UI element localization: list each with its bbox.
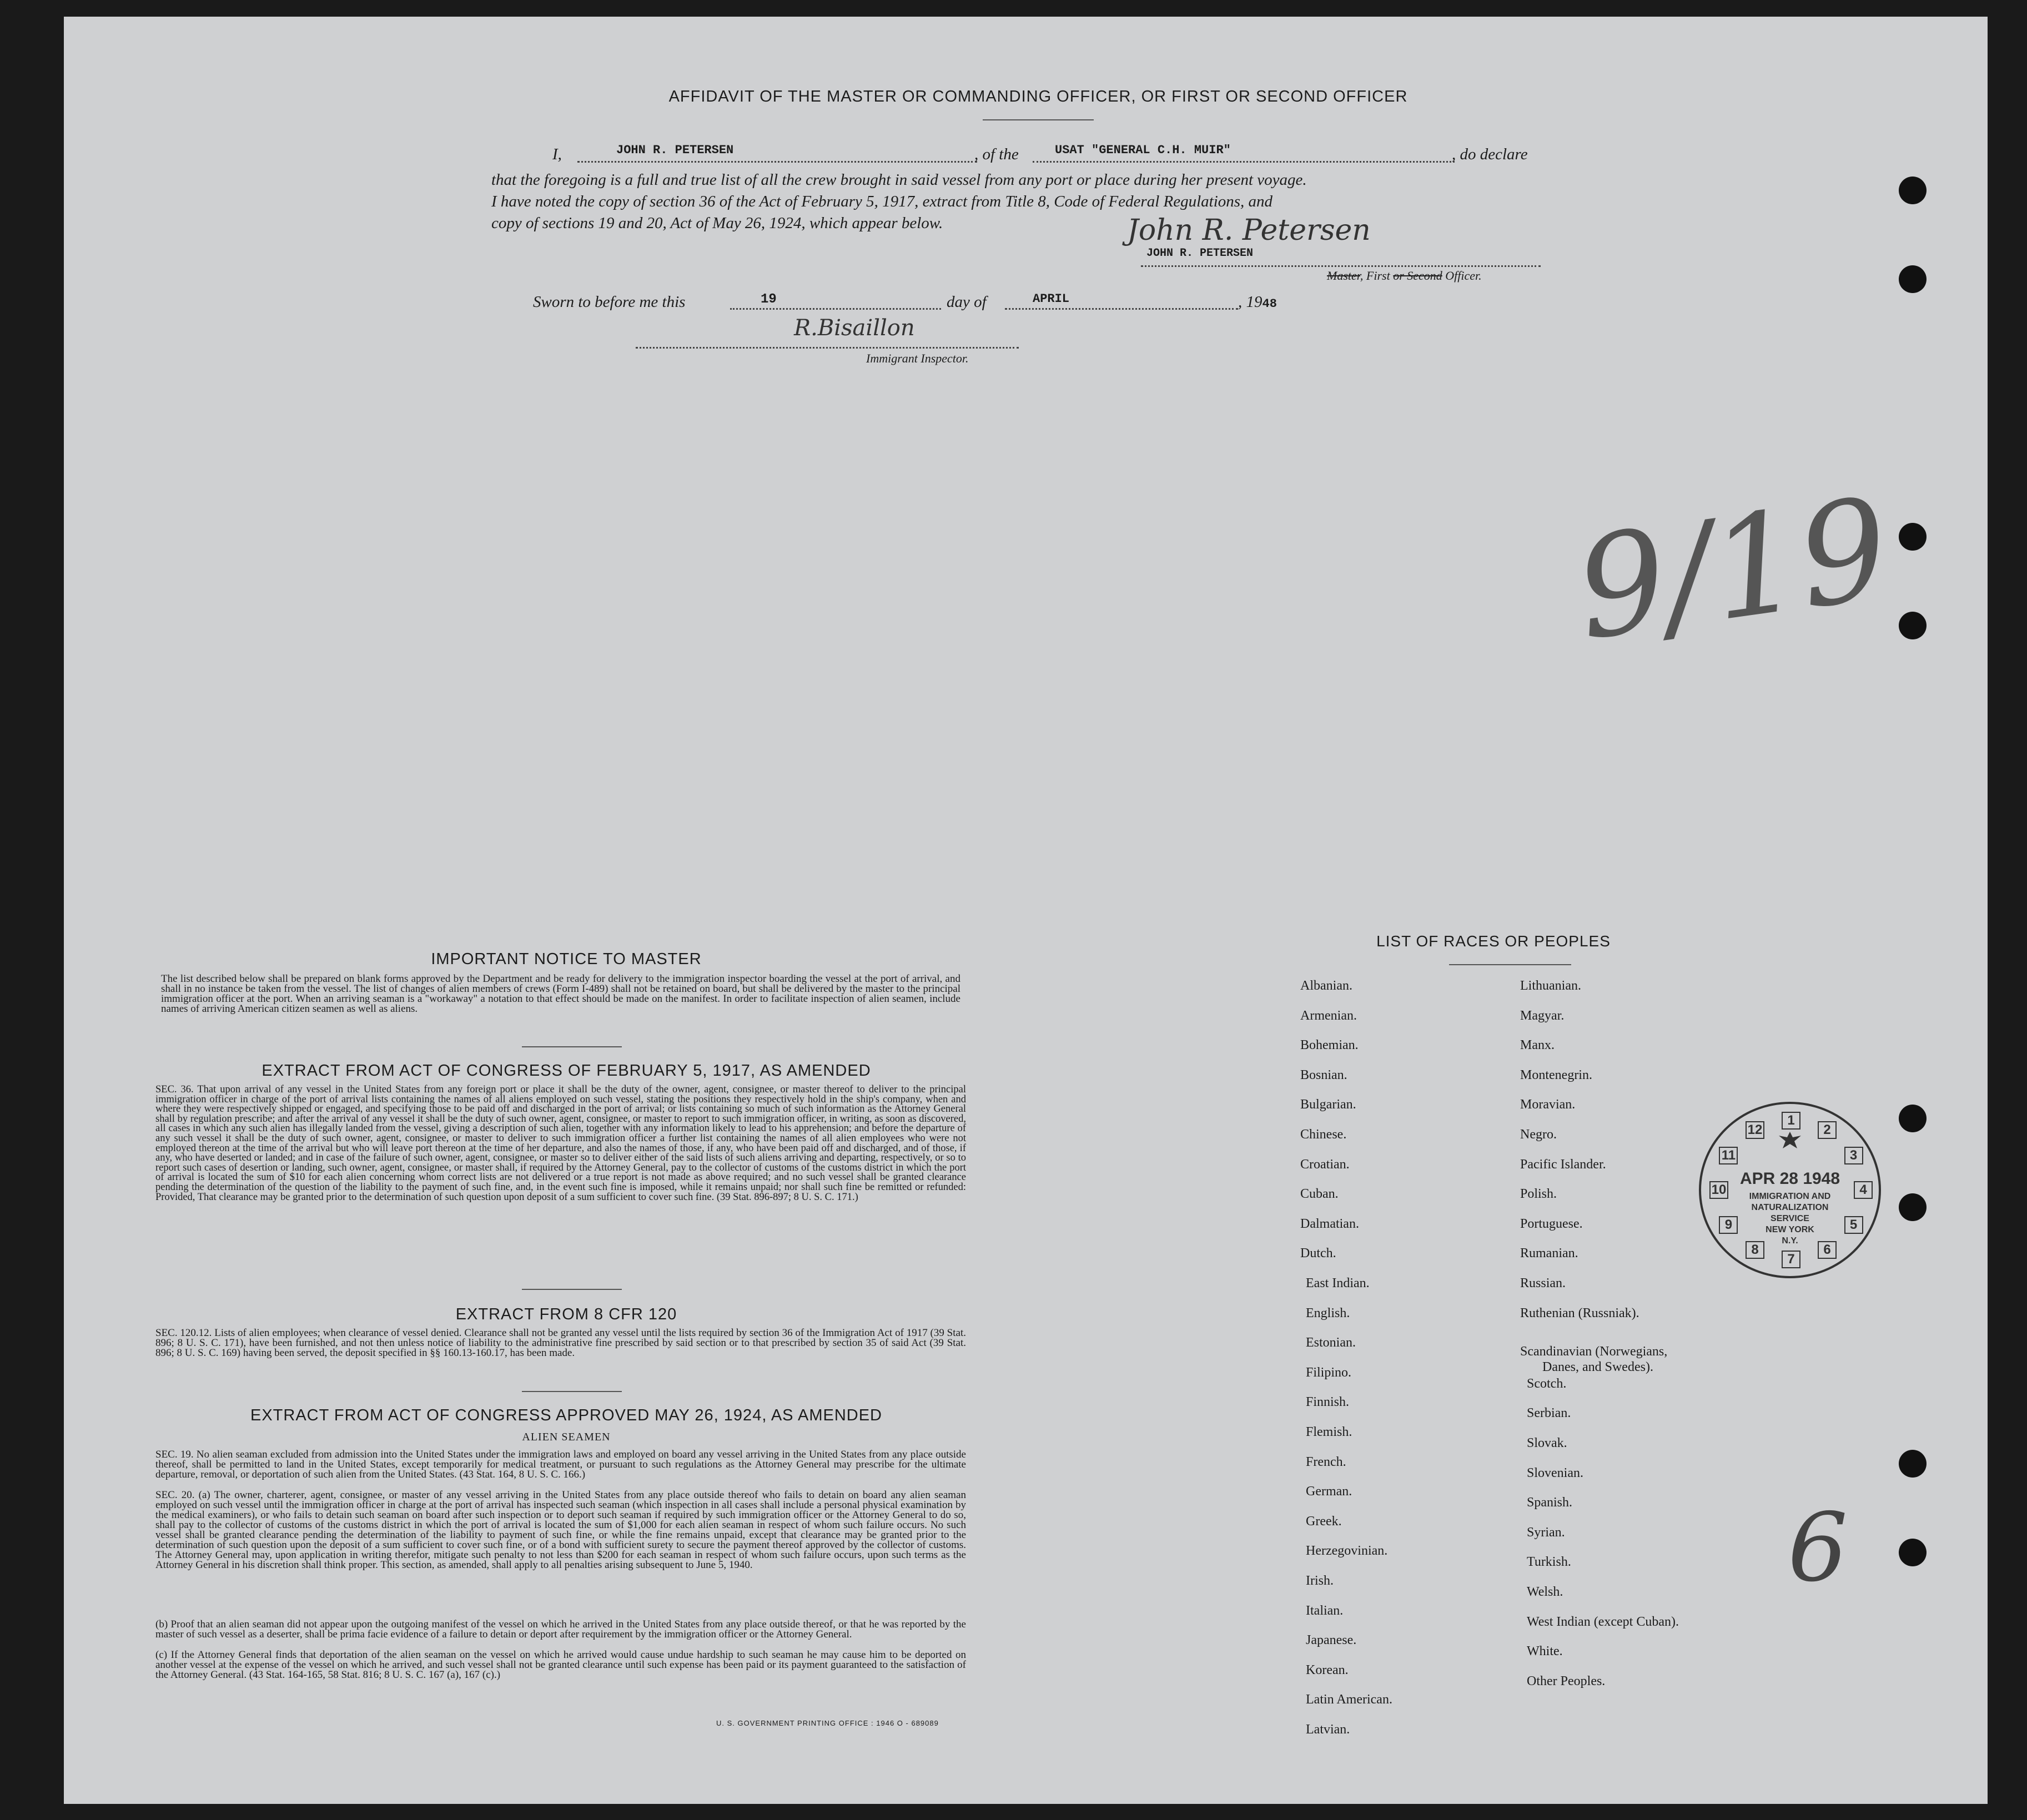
stamp-ring-digit: 6 — [1818, 1241, 1837, 1259]
race-item: Albanian. — [1300, 979, 1352, 993]
stamp-ring-digit: 1 — [1782, 1112, 1800, 1130]
inspector-signature-line — [636, 347, 1019, 349]
race-item: Magyar. — [1520, 1008, 1565, 1023]
race-item: Portuguese. — [1520, 1216, 1583, 1231]
vessel-name-line — [1033, 161, 1455, 163]
punch-hole — [1899, 1450, 1927, 1478]
stamp-ring-digit: 8 — [1746, 1241, 1764, 1259]
race-item: Italian. — [1306, 1603, 1344, 1618]
extract-cfr-title: EXTRACT FROM 8 CFR 120 — [455, 1305, 677, 1323]
master-name: JOHN R. PETERSEN — [616, 143, 734, 157]
eagle-icon — [1776, 1129, 1804, 1151]
race-item: German. — [1306, 1484, 1352, 1499]
punch-hole — [1899, 523, 1927, 551]
gpo-imprint: U. S. GOVERNMENT PRINTING OFFICE : 1946 O - 689089 — [716, 1719, 939, 1727]
punch-hole — [1899, 1193, 1927, 1221]
master-signature: John R. Petersen — [1127, 214, 1371, 247]
race-item: Negro. — [1520, 1127, 1557, 1142]
race-item: Moravian. — [1520, 1097, 1576, 1112]
stamp-date: APR 28 1948 — [1739, 1169, 1840, 1188]
race-item: Manx. — [1520, 1038, 1555, 1053]
divider — [522, 1391, 622, 1392]
race-item: Turkish. — [1527, 1555, 1571, 1570]
signature-line — [1141, 265, 1541, 267]
inspector-caption: Immigrant Inspector. — [866, 351, 969, 365]
affidavit-line-4: copy of sections 19 and 20, Act of May 26, 1924, which appear below. — [491, 214, 943, 232]
race-item: Irish. — [1306, 1574, 1334, 1588]
race-item: Chinese. — [1300, 1127, 1347, 1142]
race-item: Korean. — [1306, 1662, 1349, 1677]
punch-hole — [1899, 265, 1927, 293]
race-item: Dalmatian. — [1300, 1216, 1359, 1231]
race-item: Armenian. — [1300, 1008, 1357, 1023]
race-item: Croatian. — [1300, 1157, 1350, 1172]
race-item: Bohemian. — [1300, 1038, 1359, 1053]
divider — [522, 1046, 622, 1047]
race-item: Spanish. — [1527, 1495, 1573, 1510]
stamp-line-3: SERVICE — [1771, 1214, 1809, 1223]
notice-text: The list described below shall be prepared on blank forms approved by the Department and be ready for delivery to the immigration inspector boarding the vessel at the port of arrival, and shall in no instance be taken from the vessel. The list of changes of alien members of crews (Form I-489) shall not be retained on board, but shall be delivered by the master to the principal immigration officer at the port. When an arriving seaman is a "workaway" a notation to that effect should be made on the manifest. In order to facilitate inspection of alien seamen, include names of arriving American citizen seamen as well as aliens. — [161, 973, 960, 1015]
affidavit-i-label: I, — [552, 145, 562, 163]
race-item: Scotch. — [1527, 1376, 1567, 1391]
stamp-line-2: NATURALIZATION — [1751, 1203, 1829, 1212]
race-item: Latvian. — [1306, 1722, 1350, 1737]
punch-hole — [1899, 177, 1927, 204]
race-item: Russian. — [1520, 1276, 1566, 1290]
divider — [983, 119, 1094, 120]
race-item: Flemish. — [1306, 1425, 1352, 1439]
stamp-line-4: NEW YORK — [1766, 1225, 1814, 1234]
punch-hole — [1899, 612, 1927, 639]
race-item: Slovak. — [1527, 1436, 1567, 1450]
race-item: French. — [1306, 1454, 1346, 1469]
race-item: East Indian. — [1306, 1276, 1370, 1290]
master-name-line — [577, 161, 977, 163]
notice-title: IMPORTANT NOTICE TO MASTER — [431, 950, 702, 968]
race-item: Cuban. — [1300, 1187, 1339, 1202]
stamp-ring-digit: 2 — [1818, 1121, 1837, 1139]
handwritten-fraction: 9/19 — [1567, 467, 1898, 671]
divider — [522, 1289, 622, 1290]
race-item: Lithuanian. — [1520, 979, 1581, 993]
sworn-label: Sworn to before me this — [533, 293, 686, 311]
stamp-ring-digit: 12 — [1746, 1121, 1764, 1139]
inspector-signature: R.Bisaillon — [794, 315, 915, 341]
stamp-ring-digit: 5 — [1844, 1216, 1863, 1234]
extract-1924-sec20a: SEC. 20. (a) The owner, charterer, agent, consignee, or master of any vessel arriving in the United States from any place outside thereof who fails to detain on board any alien seaman employed on such vessel until the immigration officer in charge at the port of arrival has inspected such seaman (which inspection in all cases shall include a personal physical examination by the medical examiners), or who fails to detain such seaman on board after such inspection or to deport such seaman if required by such immigration officer or the Attorney General to do so, shall pay to the collector of customs of the customs district in which the port of arrival is located the sum of $1,000 for each alien seaman in respect of whom such failure occurs. No such vessel shall be granted clearance pending the determination of the liability to payment of such fine, or while the fine remains unpaid, except that clearance may be granted prior to the determination of such question upon the deposit of a sum sufficient to cover such fine, or of a bond with sufficient surety to secure the payment thereof approved by the collector of customs. The Attorney General may, upon application in writing therefor, mitigate such penalty to not less than $200 for each seaman in respect of whom such failure occurs, upon such terms as the Attorney General in his discretion shall think proper. This section, as amended, shall apply to all penalties arising subsequent to June 5, 1940. — [155, 1489, 966, 1571]
stamp-ring-digit: 4 — [1854, 1181, 1873, 1199]
extract-1924-sec19: SEC. 19. No alien seaman excluded from admission into the United States under the immigration laws and employed on board any vessel arriving in the United States from any place outside thereof, shall be permitted to land in the United States, except temporarily for medical treatment, or pursuant to such regulations as the Attorney General may prescribe for the ultimate departure, removal, or deportation of such alien from the United States. (43 Stat. 164, 8 U. S. C. 166.) — [155, 1449, 966, 1480]
stamp-ring-digit: 10 — [1709, 1181, 1728, 1199]
stamp-line-5: N.Y. — [1782, 1236, 1798, 1246]
stamp-ring-digit: 11 — [1719, 1147, 1738, 1164]
affidavit-line-3: I have noted the copy of section 36 of the Act of February 5, 1917, extract from Title 8, Code of Federal Regulations, and — [491, 193, 1273, 210]
punch-hole — [1899, 1105, 1927, 1132]
race-item: Herzegovinian. — [1306, 1544, 1388, 1559]
sworn-day-line — [730, 308, 941, 310]
race-item: Filipino. — [1306, 1365, 1352, 1380]
stamp-ring-digit: 7 — [1782, 1251, 1800, 1268]
race-item: Other Peoples. — [1527, 1673, 1606, 1688]
sworn-month: APRIL — [1033, 292, 1070, 306]
day-of-label: day of — [947, 293, 987, 311]
race-item: Serbian. — [1527, 1406, 1571, 1421]
extract-1917-text: SEC. 36. That upon arrival of any vessel in the United States from any foreign port or place it shall be the duty of the owner, agent, consignee, or master thereof to deliver to the principal immigration officer in charge of the port of arrival lists containing the names of all aliens employed on such vessel, stating the positions they respectively hold in the ship's company, when and where they were respectively shipped or engaged, and specifying those to be paid off and discharged in the port of arrival; or lists containing so much of such information as the Attorney General shall by regulation prescribe; and after the arrival of any vessel it shall be the duty of such owner, agent, consignee, or master to report to such immigration officer, in writing, as soon as discovered, all cases in which any such alien has illegally landed from the vessel, giving a description of such alien, together with any information likely to lead to his apprehension; and before the departure of any such vessel it shall be the duty of such owner, agent, consignee, or master to deliver to such immigration officer a further list containing the names of all alien employees who were not employed thereon at the time of the arrival but who will leave port thereon at the time of her departure, and also the names of those, if any, who have been paid off and discharged, and of those, if any, who have deserted or landed; and in case of the failure of such owner, agent, consignee, or master so to deliver either of the said lists of such aliens arriving and departing, respectively, or so to report such cases of desertion or landing, such owner, agent, consignee, or master shall, if required by the Attorney General, pay to the collector of customs of the customs district in which the port of arrival is located the sum of $10 for each alien concerning whom correct lists are not delivered or a true report is not made as above required; and no such vessel shall be granted clearance pending the determination of the question of the liability to the payment of such fine, and, in the event such fine is imposed, while it remains unpaid; nor shall such fine be remitted or refunded: Provided, That clearance may be granted prior to the determination of such question upon deposit of a sum sufficient to cover such fine. (39 Stat. 896-897; 8 U. S. C. 171.) — [155, 1084, 966, 1203]
sworn-month-line — [1005, 308, 1238, 310]
race-item: Bosnian. — [1300, 1067, 1347, 1082]
do-declare-label: , do declare — [1452, 145, 1528, 163]
race-item: Bulgarian. — [1300, 1097, 1356, 1112]
handwritten-number: 6 — [1788, 1493, 1848, 1603]
extract-1924-sec20c: (c) If the Attorney General finds that deportation of the alien seaman on the vessel on which he arrived would cause undue hardship to such seaman he may cause him to be deported on another vessel at the expense of the vessel on which he arrived, and such vessel shall not be granted clearance until such expense has been paid or its payment guaranteed to the satisfaction of the Attorney General. (43 Stat. 164-165, 58 Stat. 816; 8 U. S. C. 167 (a), 167 (c).) — [155, 1649, 966, 1681]
sworn-year: , 1948 — [1238, 293, 1277, 311]
affidavit-line-2: that the foregoing is a full and true list of all the crew brought in said vessel from any port or place during her present voyage. — [491, 171, 1307, 189]
extract-cfr-text: SEC. 120.12. Lists of alien employees; when clearance of vessel denied. Clearance shall not be granted any vessel until the lists required by section 36 of the Immigration Act of 1917 (39 Stat. 896; 8 U. S. C. 171), have been furnished, and not then unless notice of liability to the administrative fine prescribed by said section or to that prescribed by section 35 of said Act (39 Stat. 896; 8 U. S. C. 169) having been served, the deposit specified in §§ 160.13-160.17, has been made. — [155, 1327, 966, 1359]
affidavit-title: AFFIDAVIT OF THE MASTER OR COMMANDING OFFICER, OR FIRST OR SECOND OFFICER — [668, 88, 1408, 105]
race-item: Scandinavian (Norwegians, — [1520, 1344, 1668, 1359]
punch-hole — [1899, 1539, 1927, 1566]
race-item: Finnish. — [1306, 1395, 1350, 1410]
race-item: Polish. — [1520, 1187, 1557, 1202]
of-the-label: , of the — [974, 145, 1019, 163]
extract-1917-title: EXTRACT FROM ACT OF CONGRESS OF FEBRUARY 5, 1917, AS AMENDED — [261, 1062, 871, 1080]
race-item: Greek. — [1306, 1514, 1342, 1529]
divider — [1449, 964, 1571, 965]
master-typed-name: JOHN R. PETERSEN — [1146, 247, 1254, 260]
stamp-line-1: IMMIGRATION AND — [1749, 1192, 1831, 1201]
immigration-stamp — [1699, 1102, 1881, 1278]
extract-1924-title: EXTRACT FROM ACT OF CONGRESS APPROVED MAY 26, 1924, AS AMENDED — [250, 1406, 882, 1424]
extract-1924-subtitle: ALIEN SEAMEN — [522, 1431, 611, 1443]
race-item: Montenegrin. — [1520, 1067, 1592, 1082]
race-item: Pacific Islander. — [1520, 1157, 1606, 1172]
race-item: Estonian. — [1306, 1335, 1356, 1350]
race-item: West Indian (except Cuban). — [1527, 1614, 1679, 1629]
stamp-ring-digit: 3 — [1844, 1147, 1863, 1164]
race-item: Ruthenian (Russniak). — [1520, 1305, 1639, 1320]
race-item: Japanese. — [1306, 1633, 1357, 1648]
race-item: English. — [1306, 1305, 1350, 1320]
extract-1924-sec20b: (b) Proof that an alien seaman did not appear upon the outgoing manifest of the vessel on which he arrived in the United States from any place outside thereof, or that he was reported by the master of such vessel as a deserter, shall be prima facie evidence of a failure to detain or deport after requirement by the immigration officer or the Attorney General. — [155, 1619, 966, 1640]
race-item: Slovenian. — [1527, 1465, 1583, 1480]
races-title: LIST OF RACES OR PEOPLES — [1376, 932, 1611, 950]
race-item: Danes, and Swedes). — [1542, 1360, 1653, 1374]
race-item: White. — [1527, 1644, 1563, 1659]
race-item: Latin American. — [1306, 1692, 1392, 1707]
race-item: Syrian. — [1527, 1525, 1565, 1540]
race-item: Dutch. — [1300, 1246, 1336, 1261]
officer-caption: Master, First or Second Officer. — [1327, 269, 1482, 283]
race-item: Welsh. — [1527, 1585, 1563, 1599]
stamp-ring-digit: 9 — [1719, 1216, 1738, 1234]
sworn-day: 19 — [761, 292, 777, 307]
race-item: Rumanian. — [1520, 1246, 1578, 1261]
vessel-name: USAT "GENERAL C.H. MUIR" — [1055, 143, 1231, 157]
